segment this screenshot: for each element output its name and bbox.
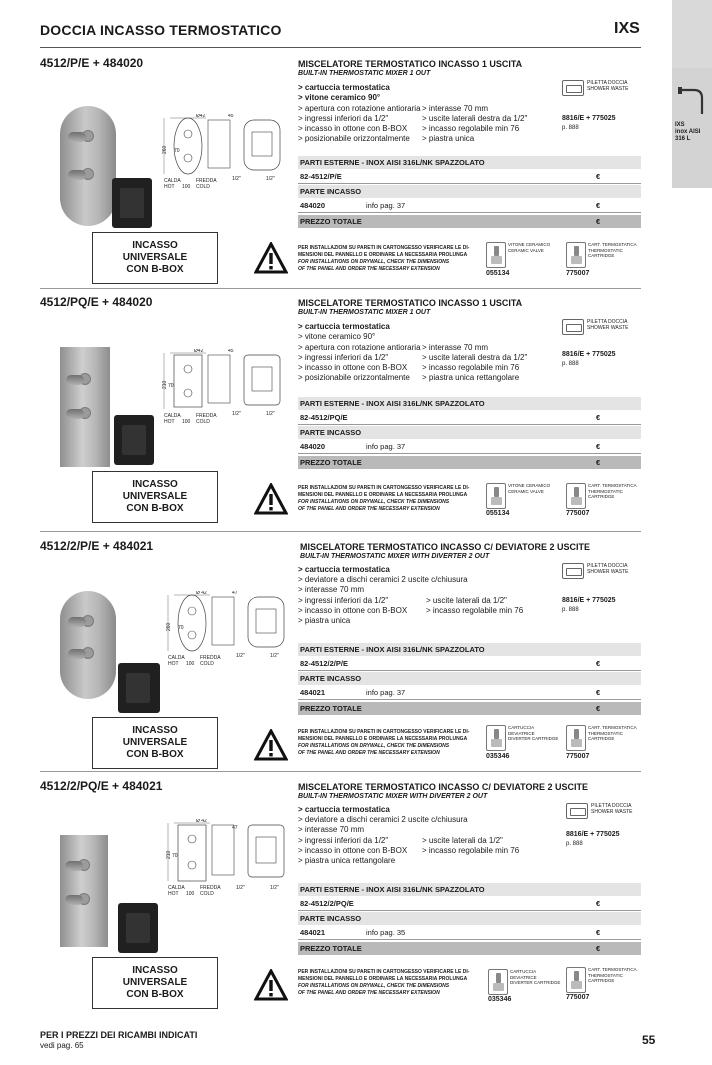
feature-left: > piastra unica rettangolare: [298, 856, 396, 865]
spare-part-label: CARTUCCIA DEVIATRICE DIVERTER CARTRIDGE: [508, 725, 559, 741]
feature-left: > posizionabile orizzontalmente: [298, 134, 410, 143]
technical-drawing: [160, 114, 300, 194]
spare-part-icon: [486, 242, 506, 268]
svg-text:70: 70: [178, 625, 184, 631]
faucet-icon: [676, 84, 708, 116]
feature-left: > incasso in ottone con B-BOX: [298, 363, 408, 372]
price-row-external: 82-4512/PQ/E €: [300, 413, 601, 422]
spare-part-icon: [488, 969, 508, 995]
product-code: 4512/P/E + 484020: [40, 56, 144, 70]
product-subtitle: BUILT-IN THERMOSTATIC MIXER WITH DIVERTER 2 OUT: [300, 553, 490, 560]
cartridge-label: CART. TERMOSTATICA THERMOSTATIC CARTRIDGE: [588, 725, 637, 741]
svg-text:100: 100: [186, 891, 195, 897]
total-price-row: PREZZO TOTALE €: [298, 456, 641, 469]
shower-waste-icon: [562, 319, 584, 335]
feature-plain: > deviatore a dischi ceramici 2 uscite c/chiusura: [298, 575, 468, 584]
feature-plain: > deviatore a dischi ceramici 2 uscite c/chiusura: [298, 815, 468, 824]
header-divider: [40, 47, 641, 48]
svg-text:1/2": 1/2": [266, 176, 275, 182]
shower-waste-label: PILETTA DOCCIA SHOWER WASTE: [591, 803, 633, 815]
feature-left: > ingressi inferiori da 1/2": [298, 836, 389, 845]
svg-text:Ø42: Ø42: [196, 114, 206, 119]
svg-text:FREDDA: FREDDA: [196, 413, 217, 419]
warning-icon: [254, 242, 288, 274]
feature-plain: > vitone ceramico 90°: [298, 332, 376, 341]
parte-incasso-header: PARTE INCASSO: [298, 912, 641, 925]
svg-text:70: 70: [168, 383, 174, 389]
feature-right: > incasso regolabile min 76: [426, 606, 524, 615]
shower-waste-label: PILETTA DOCCIA SHOWER WASTE: [587, 563, 629, 575]
section-divider: [40, 288, 641, 289]
drywall-warning: PER INSTALLAZIONI SU PARETI IN CARTONGESSO VERIFICARE LE DI- MENSIONI DEL PANNELLO E ORDINARE LA NECESSARIA PROLUNGA FOR INSTALLATIONS ON DRYWALL, CHECK THE DIMENSIONS OF THE PANEL AND ORDER THE NECESSARY EXTENSION: [298, 245, 470, 272]
feature-bold: > cartuccia termostatica: [298, 83, 390, 92]
parti-esterne-header: PARTI ESTERNE - INOX AISI 316L/NK SPAZZOLATO: [298, 643, 641, 656]
svg-text:CALDA: CALDA: [164, 178, 181, 184]
svg-text:CALDA: CALDA: [168, 885, 185, 891]
product-subtitle: BUILT-IN THERMOSTATIC MIXER WITH DIVERTER 2 OUT: [298, 793, 488, 800]
section-divider: [40, 771, 641, 772]
svg-text:HOT: HOT: [164, 419, 175, 425]
spare-part-label: VITONE CERAMICO CERAMIC VALVE: [508, 242, 551, 253]
feature-right: > interasse 70 mm: [422, 104, 489, 113]
shower-waste-page: p. 888: [562, 607, 579, 613]
total-price-row: PREZZO TOTALE €: [298, 702, 641, 715]
feature-right: > incasso regolabile min 76: [422, 124, 520, 133]
feature-bold: > cartuccia termostatica: [298, 322, 390, 331]
feature-right: > uscite laterali da 1/2": [426, 596, 507, 605]
svg-text:COLD: COLD: [200, 661, 214, 667]
incasso-box: INCASSO UNIVERSALE CON B-BOX: [92, 232, 218, 284]
svg-text:100: 100: [182, 184, 191, 190]
feature-left: > incasso in ottone con B-BOX: [298, 124, 408, 133]
feature-right: > uscite laterali da 1/2": [422, 836, 503, 845]
cartridge-icon: [566, 242, 586, 268]
svg-text:1/2": 1/2": [232, 411, 241, 417]
svg-text:260: 260: [166, 622, 172, 631]
svg-text:Ø42: Ø42: [194, 349, 204, 354]
technical-drawing: [164, 591, 304, 671]
cartridge-code: 775007: [566, 510, 590, 517]
svg-text:Ø 42: Ø 42: [196, 819, 207, 824]
feature-left: > apertura con rotazione antioraria: [298, 104, 421, 113]
svg-text:100: 100: [182, 419, 191, 425]
svg-text:COLD: COLD: [196, 184, 210, 190]
shower-waste-page: p. 888: [562, 361, 579, 367]
shower-waste-label: PILETTA DOCCIA SHOWER WASTE: [587, 319, 629, 331]
drywall-warning: PER INSTALLAZIONI SU PARETI IN CARTONGESSO VERIFICARE LE DI- MENSIONI DEL PANNELLO E ORDINARE LA NECESSARIA PROLUNGA FOR INSTALLATIONS ON DRYWALL, CHECK THE DIMENSIONS OF THE PANEL AND ORDER THE NECESSARY EXTENSION: [298, 969, 470, 996]
page-number: 55: [642, 1033, 656, 1047]
shower-waste-icon: [562, 563, 584, 579]
product-section-1: [40, 56, 641, 296]
shower-waste-page: p. 888: [562, 125, 579, 131]
svg-text:CALDA: CALDA: [164, 413, 181, 419]
cartridge-label: CART. TERMOSTATICA THERMOSTATIC CARTRIDGE: [588, 242, 637, 258]
product-section-4: [40, 779, 641, 1019]
feature-left: > apertura con rotazione antioraria: [298, 343, 421, 352]
svg-text:47: 47: [232, 591, 238, 596]
svg-text:260: 260: [162, 145, 168, 154]
feature-right: > incasso regolabile min 76: [422, 846, 520, 855]
feature-plain: > interasse 70 mm: [298, 585, 365, 594]
svg-text:COLD: COLD: [196, 419, 210, 425]
parti-esterne-header: PARTI ESTERNE - INOX AISI 316L/NK SPAZZOLATO: [298, 397, 641, 410]
product-section-2: [40, 295, 641, 535]
spare-part-code: 035346: [486, 753, 510, 760]
feature-right: > piastra unica: [422, 134, 475, 143]
shower-waste-code: 8816/E + 775025: [566, 831, 620, 838]
feature-left: > incasso in ottone con B-BOX: [298, 606, 408, 615]
feature-left: > incasso in ottone con B-BOX: [298, 846, 408, 855]
page-title: DOCCIA INCASSO TERMOSTATICO: [40, 22, 282, 38]
feature-plain: > interasse 70 mm: [298, 825, 365, 834]
price-row-external: 82-4512/2/P/E €: [300, 659, 601, 668]
feature-right: > incasso regolabile min 76: [422, 363, 520, 372]
drywall-warning: PER INSTALLAZIONI SU PARETI IN CARTONGESSO VERIFICARE LE DI- MENSIONI DEL PANNELLO E ORDINARE LA NECESSARIA PROLUNGA FOR INSTALLATIONS ON DRYWALL, CHECK THE DIMENSIONS OF THE PANEL AND ORDER THE NECESSARY EXTENSION: [298, 485, 470, 512]
spare-part-code: 055134: [486, 270, 510, 277]
warning-icon: [254, 729, 288, 761]
svg-text:210: 210: [162, 380, 168, 389]
svg-text:FREDDA: FREDDA: [200, 885, 221, 891]
feature-left: > ingressi inferiori da 1/2": [298, 114, 389, 123]
price-row-incasso: 484021 info pag. 37 €: [300, 688, 601, 697]
feature-right: > uscite laterali destra da 1/2": [422, 114, 528, 123]
svg-text:HOT: HOT: [168, 661, 179, 667]
parte-incasso-header: PARTE INCASSO: [298, 672, 641, 685]
feature-bold: > cartuccia termostatica: [298, 565, 390, 574]
svg-text:COLD: COLD: [200, 891, 214, 897]
product-section-3: [40, 539, 641, 779]
svg-text:70: 70: [174, 148, 180, 154]
spare-part-label: VITONE CERAMICO CERAMIC VALVE: [508, 483, 551, 494]
incasso-box: INCASSO UNIVERSALE CON B-BOX: [92, 471, 218, 523]
cartridge-label: CART. TERMOSTATICA THERMOSTATIC CARTRIDGE: [588, 483, 637, 499]
svg-text:HOT: HOT: [168, 891, 179, 897]
spare-part-icon: [486, 725, 506, 751]
parte-incasso-header: PARTE INCASSO: [298, 426, 641, 439]
svg-text:100: 100: [186, 661, 195, 667]
product-title: MISCELATORE TERMOSTATICO INCASSO 1 USCITA: [298, 59, 523, 69]
brand-label: IXS: [614, 20, 640, 37]
feature-left: > ingressi inferiori da 1/2": [298, 596, 389, 605]
svg-text:CALDA: CALDA: [168, 655, 185, 661]
price-row-incasso: 484020 info pag. 37 €: [300, 442, 601, 451]
cartridge-code: 775007: [566, 753, 590, 760]
feature-bold: > vitone ceramico 90°: [298, 93, 381, 102]
svg-text:45: 45: [228, 114, 234, 119]
product-code: 4512/2/P/E + 484021: [40, 539, 154, 553]
svg-text:210: 210: [166, 850, 172, 859]
product-title: MISCELATORE TERMOSTATICO INCASSO C/ DEVIATORE 2 USCITE: [298, 782, 589, 792]
feature-left: > posizionabile orizzontalmente: [298, 373, 410, 382]
technical-drawing: [164, 819, 304, 903]
product-title: MISCELATORE TERMOSTATICO INCASSO 1 USCITA: [298, 298, 523, 308]
spare-part-code: 055134: [486, 510, 510, 517]
side-tab-label: IXS inox AISI 316 L: [675, 122, 701, 142]
svg-text:1/2": 1/2": [266, 411, 275, 417]
shower-waste-code: 8816/E + 775025: [562, 351, 616, 358]
incasso-box: INCASSO UNIVERSALE CON B-BOX: [92, 717, 218, 769]
section-divider: [40, 531, 641, 532]
cartridge-code: 775007: [566, 994, 590, 1001]
side-tab-top: [672, 0, 712, 68]
feature-right: > uscite laterali destra da 1/2": [422, 353, 528, 362]
shower-waste-icon: [566, 803, 588, 819]
spare-part-icon: [486, 483, 506, 509]
parti-esterne-header: PARTI ESTERNE - INOX AISI 316L/NK SPAZZOLATO: [298, 156, 641, 169]
svg-text:47: 47: [232, 825, 238, 831]
feature-left: > ingressi inferiori da 1/2": [298, 353, 389, 362]
drywall-warning: PER INSTALLAZIONI SU PARETI IN CARTONGESSO VERIFICARE LE DI- MENSIONI DEL PANNELLO E ORDINARE LA NECESSARIA PROLUNGA FOR INSTALLATIONS ON DRYWALL, CHECK THE DIMENSIONS OF THE PANEL AND ORDER THE NECESSARY EXTENSION: [298, 729, 470, 756]
spare-part-code: 035346: [488, 996, 512, 1003]
product-code: 4512/PQ/E + 484020: [40, 295, 153, 309]
price-row-incasso: 484020 info pag. 37 €: [300, 201, 601, 210]
svg-text:FREDDA: FREDDA: [196, 178, 217, 184]
parti-esterne-header: PARTI ESTERNE - INOX AISI 316L/NK SPAZZOLATO: [298, 883, 641, 896]
svg-text:Ø 42: Ø 42: [196, 591, 207, 596]
cartridge-code: 775007: [566, 270, 590, 277]
svg-text:1/2": 1/2": [270, 653, 279, 659]
warning-icon: [254, 483, 288, 515]
feature-bold: > cartuccia termostatica: [298, 805, 390, 814]
warning-icon: [254, 969, 288, 1001]
svg-text:1/2": 1/2": [236, 885, 245, 891]
total-price-row: PREZZO TOTALE €: [298, 215, 641, 228]
cartridge-icon: [566, 483, 586, 509]
total-price-row: PREZZO TOTALE €: [298, 942, 641, 955]
shower-waste-icon: [562, 80, 584, 96]
svg-text:HOT: HOT: [164, 184, 175, 190]
shower-waste-page: p. 888: [566, 841, 583, 847]
product-title: MISCELATORE TERMOSTATICO INCASSO C/ DEVIATORE 2 USCITE: [300, 542, 591, 552]
product-subtitle: BUILT-IN THERMOSTATIC MIXER 1 OUT: [298, 70, 431, 77]
feature-left: > piastra unica: [298, 616, 351, 625]
feature-right: > interasse 70 mm: [422, 343, 489, 352]
svg-text:FREDDA: FREDDA: [200, 655, 221, 661]
footer-note: PER I PREZZI DEI RICAMBI INDICATI: [40, 1030, 198, 1040]
cartridge-icon: [566, 967, 586, 993]
svg-text:45: 45: [228, 349, 234, 354]
price-row-external: 82-4512/P/E €: [300, 172, 601, 181]
shower-waste-code: 8816/E + 775025: [562, 597, 616, 604]
spare-part-label: CARTUCCIA DEVIATRICE DIVERTER CARTRIDGE: [510, 969, 561, 985]
footer-reference: vedi pag. 65: [40, 1041, 84, 1050]
feature-right: > piastra unica rettangolare: [422, 373, 520, 382]
cartridge-icon: [566, 725, 586, 751]
product-code: 4512/2/PQ/E + 484021: [40, 779, 163, 793]
shower-waste-label: PILETTA DOCCIA SHOWER WASTE: [587, 80, 629, 92]
parte-incasso-header: PARTE INCASSO: [298, 185, 641, 198]
price-row-incasso: 484021 info pag. 35 €: [300, 928, 601, 937]
svg-text:1/2": 1/2": [270, 885, 279, 891]
product-subtitle: BUILT-IN THERMOSTATIC MIXER 1 OUT: [298, 309, 431, 316]
price-row-external: 82-4512/2/PQ/E €: [300, 899, 601, 908]
svg-text:1/2": 1/2": [232, 176, 241, 182]
svg-text:70: 70: [172, 853, 178, 859]
incasso-box: INCASSO UNIVERSALE CON B-BOX: [92, 957, 218, 1009]
technical-drawing: [160, 349, 300, 429]
shower-waste-code: 8816/E + 775025: [562, 115, 616, 122]
cartridge-label: CART. TERMOSTATICA THERMOSTATIC CARTRIDGE: [588, 967, 637, 983]
svg-text:1/2": 1/2": [236, 653, 245, 659]
